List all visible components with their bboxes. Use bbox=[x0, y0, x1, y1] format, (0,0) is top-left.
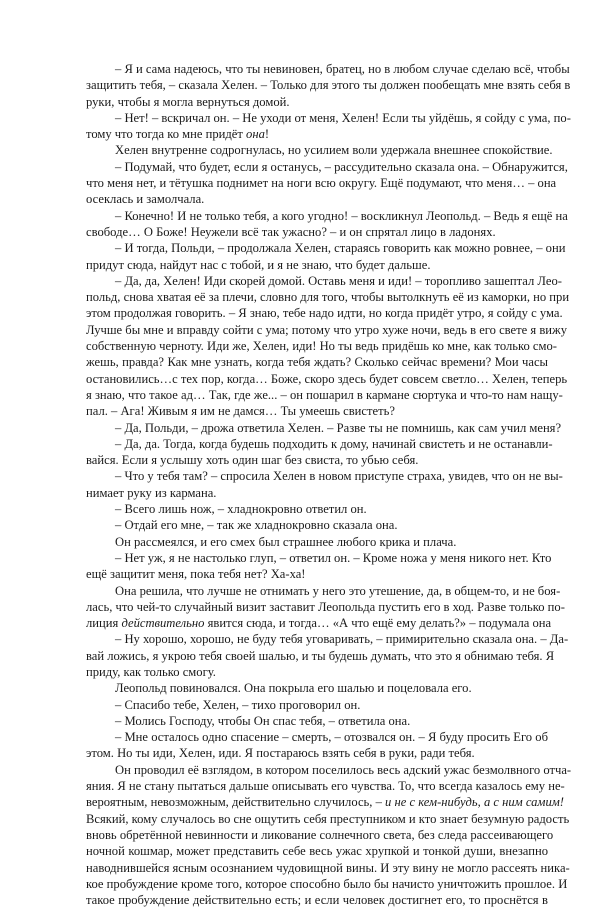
text-segment: я знаю, что такое ад… Так, где же... – он пошарил в кармане сюртука и что-то нам нащу- bbox=[86, 387, 563, 402]
text-line bbox=[86, 452, 548, 468]
text-segment: – Отдай его мне, – так же хладнокровно сказала она. bbox=[115, 518, 398, 533]
text-segment: вероятным, невозможным, действительно случилось, bbox=[86, 795, 376, 810]
text-segment: Он рассмеялся, и его смех был страшнее любого крика и плача. bbox=[115, 534, 457, 549]
paragraph-first-line bbox=[86, 501, 548, 517]
paragraph-first-line bbox=[86, 110, 571, 126]
text-line bbox=[86, 322, 568, 338]
text-line bbox=[86, 794, 564, 810]
text-segment: – Всего лишь нож, – хладнокровно ответил он. bbox=[115, 502, 367, 517]
paragraph-first-line bbox=[86, 729, 548, 745]
text-line bbox=[86, 892, 548, 908]
text-segment: лась, что чей-то случайный визит заставит Леопольда пустить его в ход. Разве только по- bbox=[86, 599, 565, 614]
text-segment: Леопольд повиновался. Она покрыла его шалью и поцеловала его. bbox=[115, 681, 472, 696]
text-line bbox=[86, 745, 548, 761]
text-line bbox=[86, 615, 552, 631]
text-segment: нимает руку из кармана. bbox=[86, 485, 217, 500]
text-line bbox=[86, 843, 548, 859]
text-line bbox=[86, 338, 557, 354]
text-segment: – Да, да. Тогда, когда будешь подходить к дому, начинай свистеть и не останавли- bbox=[115, 436, 553, 451]
paragraph-first-line bbox=[86, 61, 570, 77]
text-segment: – Конечно! И не только тебя, а кого угодно! – воскликнул Леопольд. – Ведь я ещё на bbox=[115, 208, 568, 223]
text-line bbox=[86, 876, 568, 892]
text-line bbox=[86, 126, 548, 142]
paragraph-first-line bbox=[86, 762, 572, 778]
text-segment: – Молись Господу, чтобы Он спас тебя, – ответила она. bbox=[115, 713, 411, 728]
text-segment: вайся. Если я услышу хоть один шаг без свиста, то убью себя. bbox=[86, 453, 419, 468]
text-segment: кое пробуждение кроме того, которое способно было бы начисто уничтожить прошлое. И bbox=[86, 876, 568, 891]
text-line bbox=[86, 305, 563, 321]
text-segment: – Да, Польди, – дрожа ответила Хелен. – Разве ты не помнишь, как сам учил меня? bbox=[115, 420, 562, 435]
text-segment: – Нет уж, я не настолько глуп, – ответил он. – Кроме ножа у меня никого нет. Кто bbox=[115, 550, 552, 565]
text-line bbox=[86, 827, 554, 843]
text-segment: руки, чтобы я могла вернуться домой. bbox=[86, 94, 290, 109]
paragraph-first-line bbox=[86, 208, 568, 224]
text-segment: свободе… О Боже! Неужели всё так ужасно? – и он спрятал лицо в ладонях. bbox=[86, 224, 496, 239]
text-line bbox=[86, 94, 548, 110]
text-segment: этом продолжая говорить. – Я знаю, тебе надо идти, но когда придёт утро, я сойду с ума. bbox=[86, 306, 563, 321]
text-line bbox=[86, 599, 565, 615]
text-segment: приду, как только смогу. bbox=[86, 664, 216, 679]
paragraph-first-line bbox=[86, 583, 561, 599]
text-segment: – Я и сама надеюсь, что ты невиновен, братец, но в любом случае сделаю всё, чтобы bbox=[115, 62, 570, 76]
paragraph-first-line bbox=[86, 631, 569, 647]
paragraph-first-line bbox=[86, 697, 548, 713]
paragraph-first-line bbox=[86, 159, 568, 175]
text-segment: – И тогда, Польди, – продолжала Хелен, стараясь говорить как можно ровнее, – они bbox=[115, 241, 566, 256]
paragraph-first-line bbox=[86, 550, 552, 566]
text-line bbox=[86, 257, 548, 273]
text-line bbox=[86, 403, 548, 419]
text-line bbox=[86, 77, 571, 93]
paragraph-first-line bbox=[86, 468, 563, 484]
paragraph-first-line bbox=[86, 436, 553, 452]
text-line bbox=[86, 371, 568, 387]
text-segment: Лучше бы мне и вправду сойти с ума; потому что утро хуже ночи, ведь в его свете я вижу bbox=[86, 322, 568, 337]
text-segment: ночной кошмар, может представить себе весь ужас хрупкой и тонкой души, внезапно bbox=[86, 844, 548, 859]
text-line bbox=[86, 778, 565, 794]
paragraph-first-line bbox=[86, 680, 548, 696]
italic-text: она bbox=[246, 127, 265, 142]
text-line bbox=[86, 224, 548, 240]
text-segment: лиция bbox=[86, 616, 122, 631]
paragraph-first-line bbox=[86, 534, 548, 550]
text-segment: польд, снова хватая её за плечи, словно для того, чтобы вытолкнуть её из каморки, но при bbox=[86, 290, 570, 305]
text-segment: – Нет! – вскричал он. – Не уходи от меня, Хелен! Если ты уйдёшь, я сойду с ума, по- bbox=[115, 110, 571, 125]
text-line bbox=[86, 191, 548, 207]
text-segment: придут сюда, найдут нас с тобой, и я не знаю, что будет дальше. bbox=[86, 257, 431, 272]
text-segment: – Ну хорошо, хорошо, не буду тебя уговаривать, – примирительно сказала она. – Да- bbox=[115, 632, 569, 647]
text-line bbox=[86, 811, 570, 827]
text-segment: явится сюда, и тогда… «А что ещё ему делать?» – подумала она bbox=[204, 616, 552, 631]
text-line bbox=[86, 664, 548, 680]
text-segment: яния. Я не стану пытаться дальше описывать его чувства. То, что всегда казалось ему не- bbox=[86, 779, 565, 794]
text-segment: – Что у тебя там? – спросила Хелен в новом приступе страха, увидев, что он не вы- bbox=[115, 469, 563, 484]
text-line bbox=[86, 566, 548, 582]
text-segment: защитить тебя, – сказала Хелен. – Только для этого ты должен пообещать мне взять себя в bbox=[86, 78, 571, 93]
text-segment: Он проводил её взглядом, в котором поселилось весь адский ужас безмолвного отча- bbox=[115, 762, 572, 777]
text-segment: такое пробуждение действительно есть; и если человек достигнет его, то проснётся в bbox=[86, 893, 548, 908]
text-segment: ! bbox=[264, 127, 270, 142]
text-segment: – Подумай, что будет, если я останусь, – рассудительно сказала она. – Обнаружится, bbox=[115, 159, 568, 174]
italic-text: действительно bbox=[121, 616, 205, 631]
italic-text: – и не с кем-нибудь, а с ним самим! bbox=[375, 795, 564, 810]
text-segment: наводнившейся ясным осознанием чудовищной вины. И эту вину не могло рассеять ника- bbox=[86, 860, 570, 875]
text-segment: Хелен внутренне содрогнулась, но усилием воли удержала внешнее спокойствие. bbox=[115, 143, 553, 158]
text-segment: – Спасибо тебе, Хелен, – тихо проговорил он. bbox=[115, 697, 361, 712]
text-segment: – Мне осталось одно спасение – смерть, – отозвался он. – Я буду просить Его об bbox=[115, 730, 548, 745]
text-segment: пал. – Ага! Живым я им не дамся… Ты умеешь свистеть? bbox=[86, 404, 395, 419]
text-segment: жешь, правда? Как мне узнать, когда тебя ждать? Сколько сейчас времени? Мои часы bbox=[86, 355, 548, 370]
text-segment: вай ложись, я укрою тебя своей шалью, и ты будешь думать, что это я обнимаю тебя. Я bbox=[86, 648, 555, 663]
text-line bbox=[86, 648, 555, 664]
paragraph-first-line bbox=[86, 713, 548, 729]
text-line bbox=[86, 860, 570, 876]
paragraph-first-line bbox=[86, 240, 566, 256]
text-segment: тому что тогда ко мне придёт bbox=[86, 127, 247, 142]
text-line bbox=[86, 485, 548, 501]
text-segment: Всякий, кому случалось во сне ощутить себя преступником и кто знает безумную радость bbox=[86, 811, 570, 826]
text-segment: ещё защитит меня, пока тебя нет? Ха-ха! bbox=[86, 567, 306, 582]
text-line bbox=[86, 387, 563, 403]
text-segment: вновь обретённой невинности и ликование солнечного света, без следа рассеивающего bbox=[86, 827, 554, 842]
text-line bbox=[86, 175, 557, 191]
paragraph-first-line bbox=[86, 517, 548, 533]
text-segment: собственную черноту. Иди же, Хелен, иди! Но ты ведь придёшь ко мне, как только смо- bbox=[86, 339, 557, 354]
paragraph-first-line bbox=[86, 142, 553, 158]
paragraph-first-line bbox=[86, 420, 562, 436]
text-segment: что меня нет, и тётушка поднимет на ноги всю округу. Ещё подумают, что меня… – она bbox=[86, 176, 557, 191]
text-segment: осеклась и замолчала. bbox=[86, 192, 205, 207]
document-page bbox=[86, 61, 572, 908]
text-segment: остановились…с тех пор, когда… Боже, скоро здесь будет совсем светло… Хелен, теперь bbox=[86, 371, 568, 386]
text-line bbox=[86, 289, 570, 305]
text-segment: Она решила, что лучше не отнимать у него это утешение, да, в общем-то, и не боя- bbox=[115, 583, 561, 598]
text-segment: – Да, да, Хелен! Иди скорей домой. Оставь меня и иди! – торопливо зашептал Лео- bbox=[115, 273, 562, 288]
text-segment: этом. Но ты иди, Хелен, иди. Я постараюсь взять себя в руки, ради тебя. bbox=[86, 746, 475, 761]
text-line bbox=[86, 354, 548, 370]
paragraph-first-line bbox=[86, 273, 562, 289]
